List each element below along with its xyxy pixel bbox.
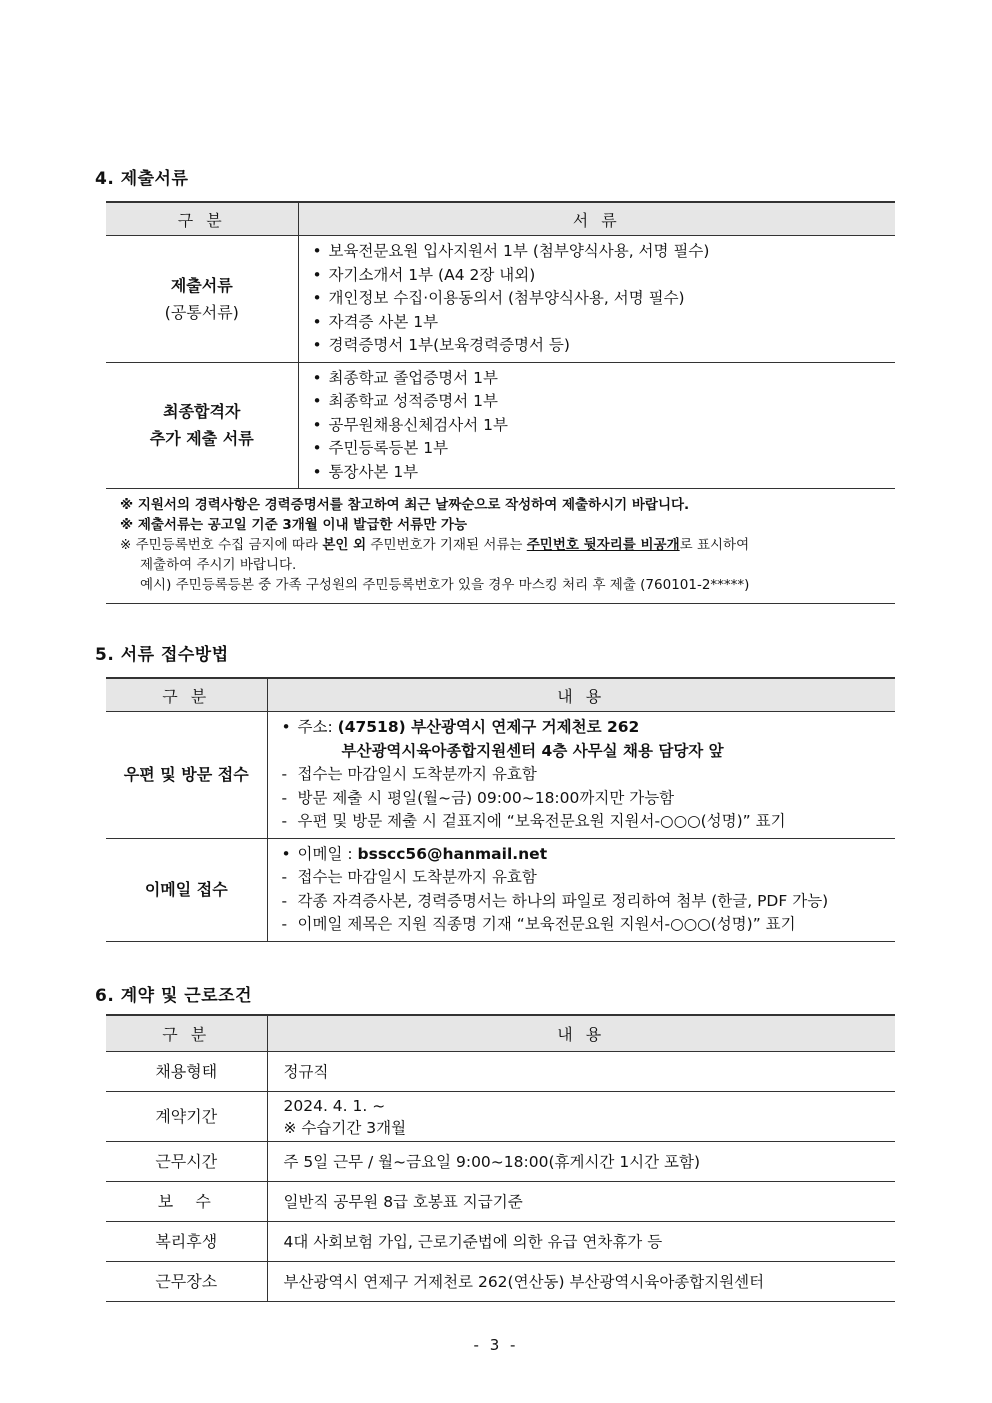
value-welfare: 4대 사회보험 가입, 근로기준법에 의한 유급 연차휴가 등 bbox=[267, 1222, 895, 1262]
list-item: • 보육전문요원 입사지원서 1부 (첨부양식사용, 서명 필수) bbox=[312, 242, 710, 260]
final-documents-list bbox=[299, 363, 896, 489]
header-documents: 서 류 bbox=[298, 202, 895, 236]
label-welfare: 복리후생 bbox=[106, 1222, 267, 1262]
category-email: 이메일 접수 bbox=[106, 838, 267, 941]
section-5-title: 5. 서류 접수방법 bbox=[95, 645, 229, 665]
category-common: 제출서류 (공통서류) bbox=[106, 236, 298, 363]
list-item: • 자격증 사본 1부 bbox=[312, 312, 439, 331]
note-example: 예시) 주민등록등본 중 가족 구성원의 주민등록번호가 있을 경우 마스킹 처리 후 제출 (760101-2*****) bbox=[140, 577, 750, 593]
list-item: • 최종학교 졸업증명서 1부 bbox=[312, 368, 498, 387]
label-salary: 보 수 bbox=[106, 1182, 267, 1222]
header-content: 내 용 bbox=[267, 1015, 895, 1052]
list-item: • 주민등록등본 1부 bbox=[312, 439, 449, 457]
list-item: - 우편 및 방문 제출 시 겉표지에 “보육전문요원 지원서-○○○(성명)” 표기 bbox=[281, 812, 786, 830]
list-item: - 각종 자격증사본, 경력증명서는 하나의 파일로 정리하여 첨부 (한글, PDF 가능) bbox=[281, 891, 829, 910]
category-mail-visit: 우편 및 방문 접수 bbox=[106, 712, 267, 839]
label-contract-period: 계약기간 bbox=[106, 1092, 267, 1142]
email-cell bbox=[267, 838, 895, 941]
email-address: bsscc56@hanmail.net bbox=[357, 844, 548, 863]
list-item: • 통장사본 1부 bbox=[312, 462, 419, 481]
header-content: 내 용 bbox=[267, 678, 895, 712]
notes-cell bbox=[106, 489, 895, 604]
section-4-title: 4. 제출서류 bbox=[95, 169, 189, 189]
common-documents-list bbox=[299, 236, 896, 362]
common-documents-cell bbox=[298, 236, 895, 363]
conditions-table bbox=[106, 1014, 895, 1302]
value-work-hours: 주 5일 근무 / 월~금요일 9:00~18:00(휴게시간 1시간 포함) bbox=[267, 1142, 895, 1182]
email-line: • 이메일 : bsscc56@hanmail.net bbox=[281, 844, 548, 863]
submission-table bbox=[106, 677, 895, 942]
value-contract-period: 2024. 4. 1. ~ ※ 수습기간 3개월 bbox=[267, 1092, 895, 1142]
header-category: 구 분 bbox=[106, 1015, 267, 1052]
label-workplace: 근무장소 bbox=[106, 1262, 267, 1302]
documents-table bbox=[106, 201, 895, 604]
list-item: - 이메일 제목은 지원 직종명 기재 “보육전문요원 지원서-○○○(성명)” 표기 bbox=[281, 915, 796, 933]
list-item: • 최종학교 성적증명서 1부 bbox=[312, 392, 498, 410]
list-item: • 개인정보 수집·이용동의서 (첨부양식사용, 서명 필수) bbox=[312, 289, 685, 307]
address-line-2: 부산광역시육아종합지원센터 4층 사무실 채용 담당자 앞 bbox=[341, 741, 724, 760]
final-documents-cell bbox=[298, 362, 895, 489]
label-work-hours: 근무시간 bbox=[106, 1142, 267, 1182]
list-item: • 경력증명서 1부(보육경력증명서 등) bbox=[312, 336, 570, 354]
header-category: 구 분 bbox=[106, 678, 267, 712]
value-workplace: 부산광역시 연제구 거제천로 262(연산동) 부산광역시육아종합지원센터 bbox=[267, 1262, 895, 1302]
list-item: - 접수는 마감일시 도착분까지 유효함 bbox=[281, 868, 537, 886]
list-item: - 방문 제출 시 평일(월~금) 09:00~18:00까지만 가능함 bbox=[281, 788, 675, 807]
value-employment-type: 정규직 bbox=[267, 1052, 895, 1092]
note-3-cont: 제출하여 주시기 바랍니다. bbox=[140, 557, 297, 573]
section-6-title: 6. 계약 및 근로조건 bbox=[95, 986, 252, 1006]
header-category: 구 분 bbox=[106, 202, 298, 236]
category-final: 최종합격자 추가 제출 서류 bbox=[106, 362, 298, 489]
list-item: • 자기소개서 1부 (A4 2장 내외) bbox=[312, 265, 536, 284]
note-3: ※ 주민등록번호 수집 금지에 따라 본인 외 주민번호가 기재된 서류는 주민번호 뒷자리를 비공개로 표시하여 bbox=[120, 537, 750, 553]
address-line: • 주소: (47518) 부산광역시 연제구 거제천로 262 bbox=[281, 718, 640, 736]
note-1: ※ 지원서의 경력사항은 경력증명서를 참고하여 최근 날짜순으로 작성하여 제출하시기 바랍니다. bbox=[120, 497, 690, 513]
label-employment-type: 채용형태 bbox=[106, 1052, 267, 1092]
mail-visit-cell bbox=[267, 712, 895, 839]
note-2: ※ 제출서류는 공고일 기준 3개월 이내 발급한 서류만 가능 bbox=[120, 517, 468, 533]
value-salary: 일반직 공무원 8급 호봉표 지급기준 bbox=[267, 1182, 895, 1222]
list-item: - 접수는 마감일시 도착분까지 유효함 bbox=[281, 765, 537, 783]
page-number: - 3 - bbox=[473, 1336, 519, 1354]
list-item: • 공무원채용신체검사서 1부 bbox=[312, 415, 508, 434]
